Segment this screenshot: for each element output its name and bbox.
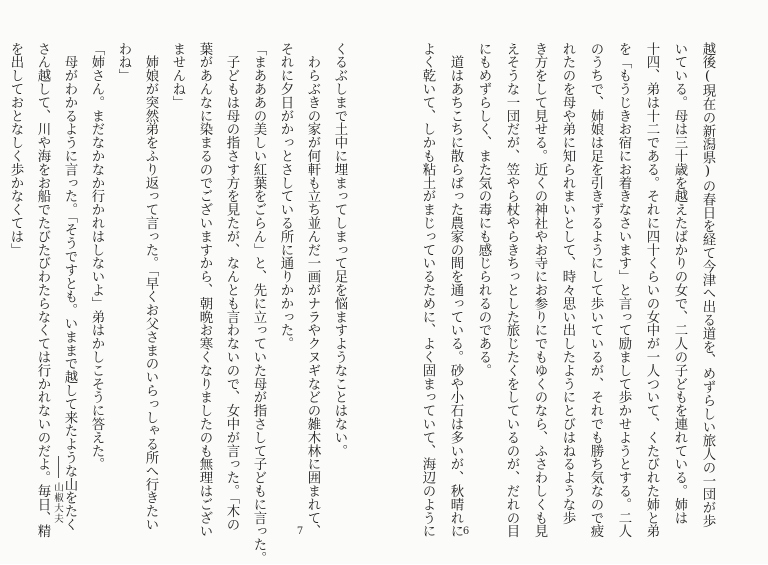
text-column: わね」 [116,42,131,83]
text-column: のうちで、姉娘は足を引きずるようにして歩いているが、それでも勝ち気なので疲 [588,42,603,538]
text-column: 十四、弟は十二である。それに四十くらいの女中が一人ついて、くたびれた姉と弟 [644,42,659,538]
text-column: それに夕日がかっとさしている所に通りかかった。 [278,42,293,351]
text-column: わらぶきの家が何軒も立ち並んだ一画がナラやクヌギなどの雑木林に囲まれて、 [305,42,320,538]
text-column: 姉娘が突然弟をふり返って言った。「早くお父さまのいらっしゃる所へ行きたい [143,42,158,532]
text-column: を出しておとなしく歩かなくては」 [8,42,23,257]
text-column: ませんね」 [170,42,185,109]
text-column: よく乾いて、しかも粘土がまじっているために、よく固まっていて、海辺のように [420,42,435,538]
text-column: 「まあああの美しい紅葉をごらん」と、先に立っていた母が指さして子どもに言った。 [251,42,266,565]
text-column: 子どもは母の指さす方を見たが、なんとも言わないので、女中が言った。「木の [224,42,239,532]
text-column: くるぶしまで土中に埋まってしまって足を悩ますようなことはない。 [332,42,347,458]
text-column: さん越して、川や海をお船でたびたびわたらなくては行かれないのだよ。毎日、精 [35,42,50,538]
text-column: 道はあちこちに散らばった農家の間を通っている。砂や小石は多いが、秋晴れに [448,42,463,538]
right-page [384,0,768,564]
text-column: 葉があんなに染まるのでございますから、朝晩お寒くなりましたのも無理はござい [197,42,212,538]
text-column: き方をして見せる。近くの神社やお寺にお参りにでもゆくのなら、ふさわしくも見 [532,42,547,538]
running-head: 山椒大夫 [52,482,63,524]
text-column: にもめずらしく、また気の毒にも感じられるのである。 [476,42,491,377]
text-column: 母がわかるように言った。「そうですとも。いままで越して来たような山をたく [62,42,77,532]
page-number: 6 [462,526,470,537]
text-column: 「姉さん。まだなかなか行かれはしないよ」弟はかしこそうに答えた。 [89,42,104,471]
left-page [0,0,384,564]
text-column: を「もうじきお宿にお着きなさいます」と言って励まして歩かせようとする。二人 [616,42,631,538]
text-column: れたのを母や弟に知られまいとして、時々思い出したようにとびはねるような歩 [560,42,575,525]
text-column: いている。母は三十歳を越えたばかりの女で、二人の子どもを連れている。姉は [672,42,687,525]
running-head-rule [58,456,59,478]
text-column: 越後(現在の新潟県)の春日を経て今津へ出る道を、めずらしい旅人の一団が歩 [700,42,715,528]
text-column: えそうな一団だが、笠やら杖やらきちっとした旅じたくをしているのが、だれの目 [504,42,519,538]
page-number: 7 [296,526,304,537]
